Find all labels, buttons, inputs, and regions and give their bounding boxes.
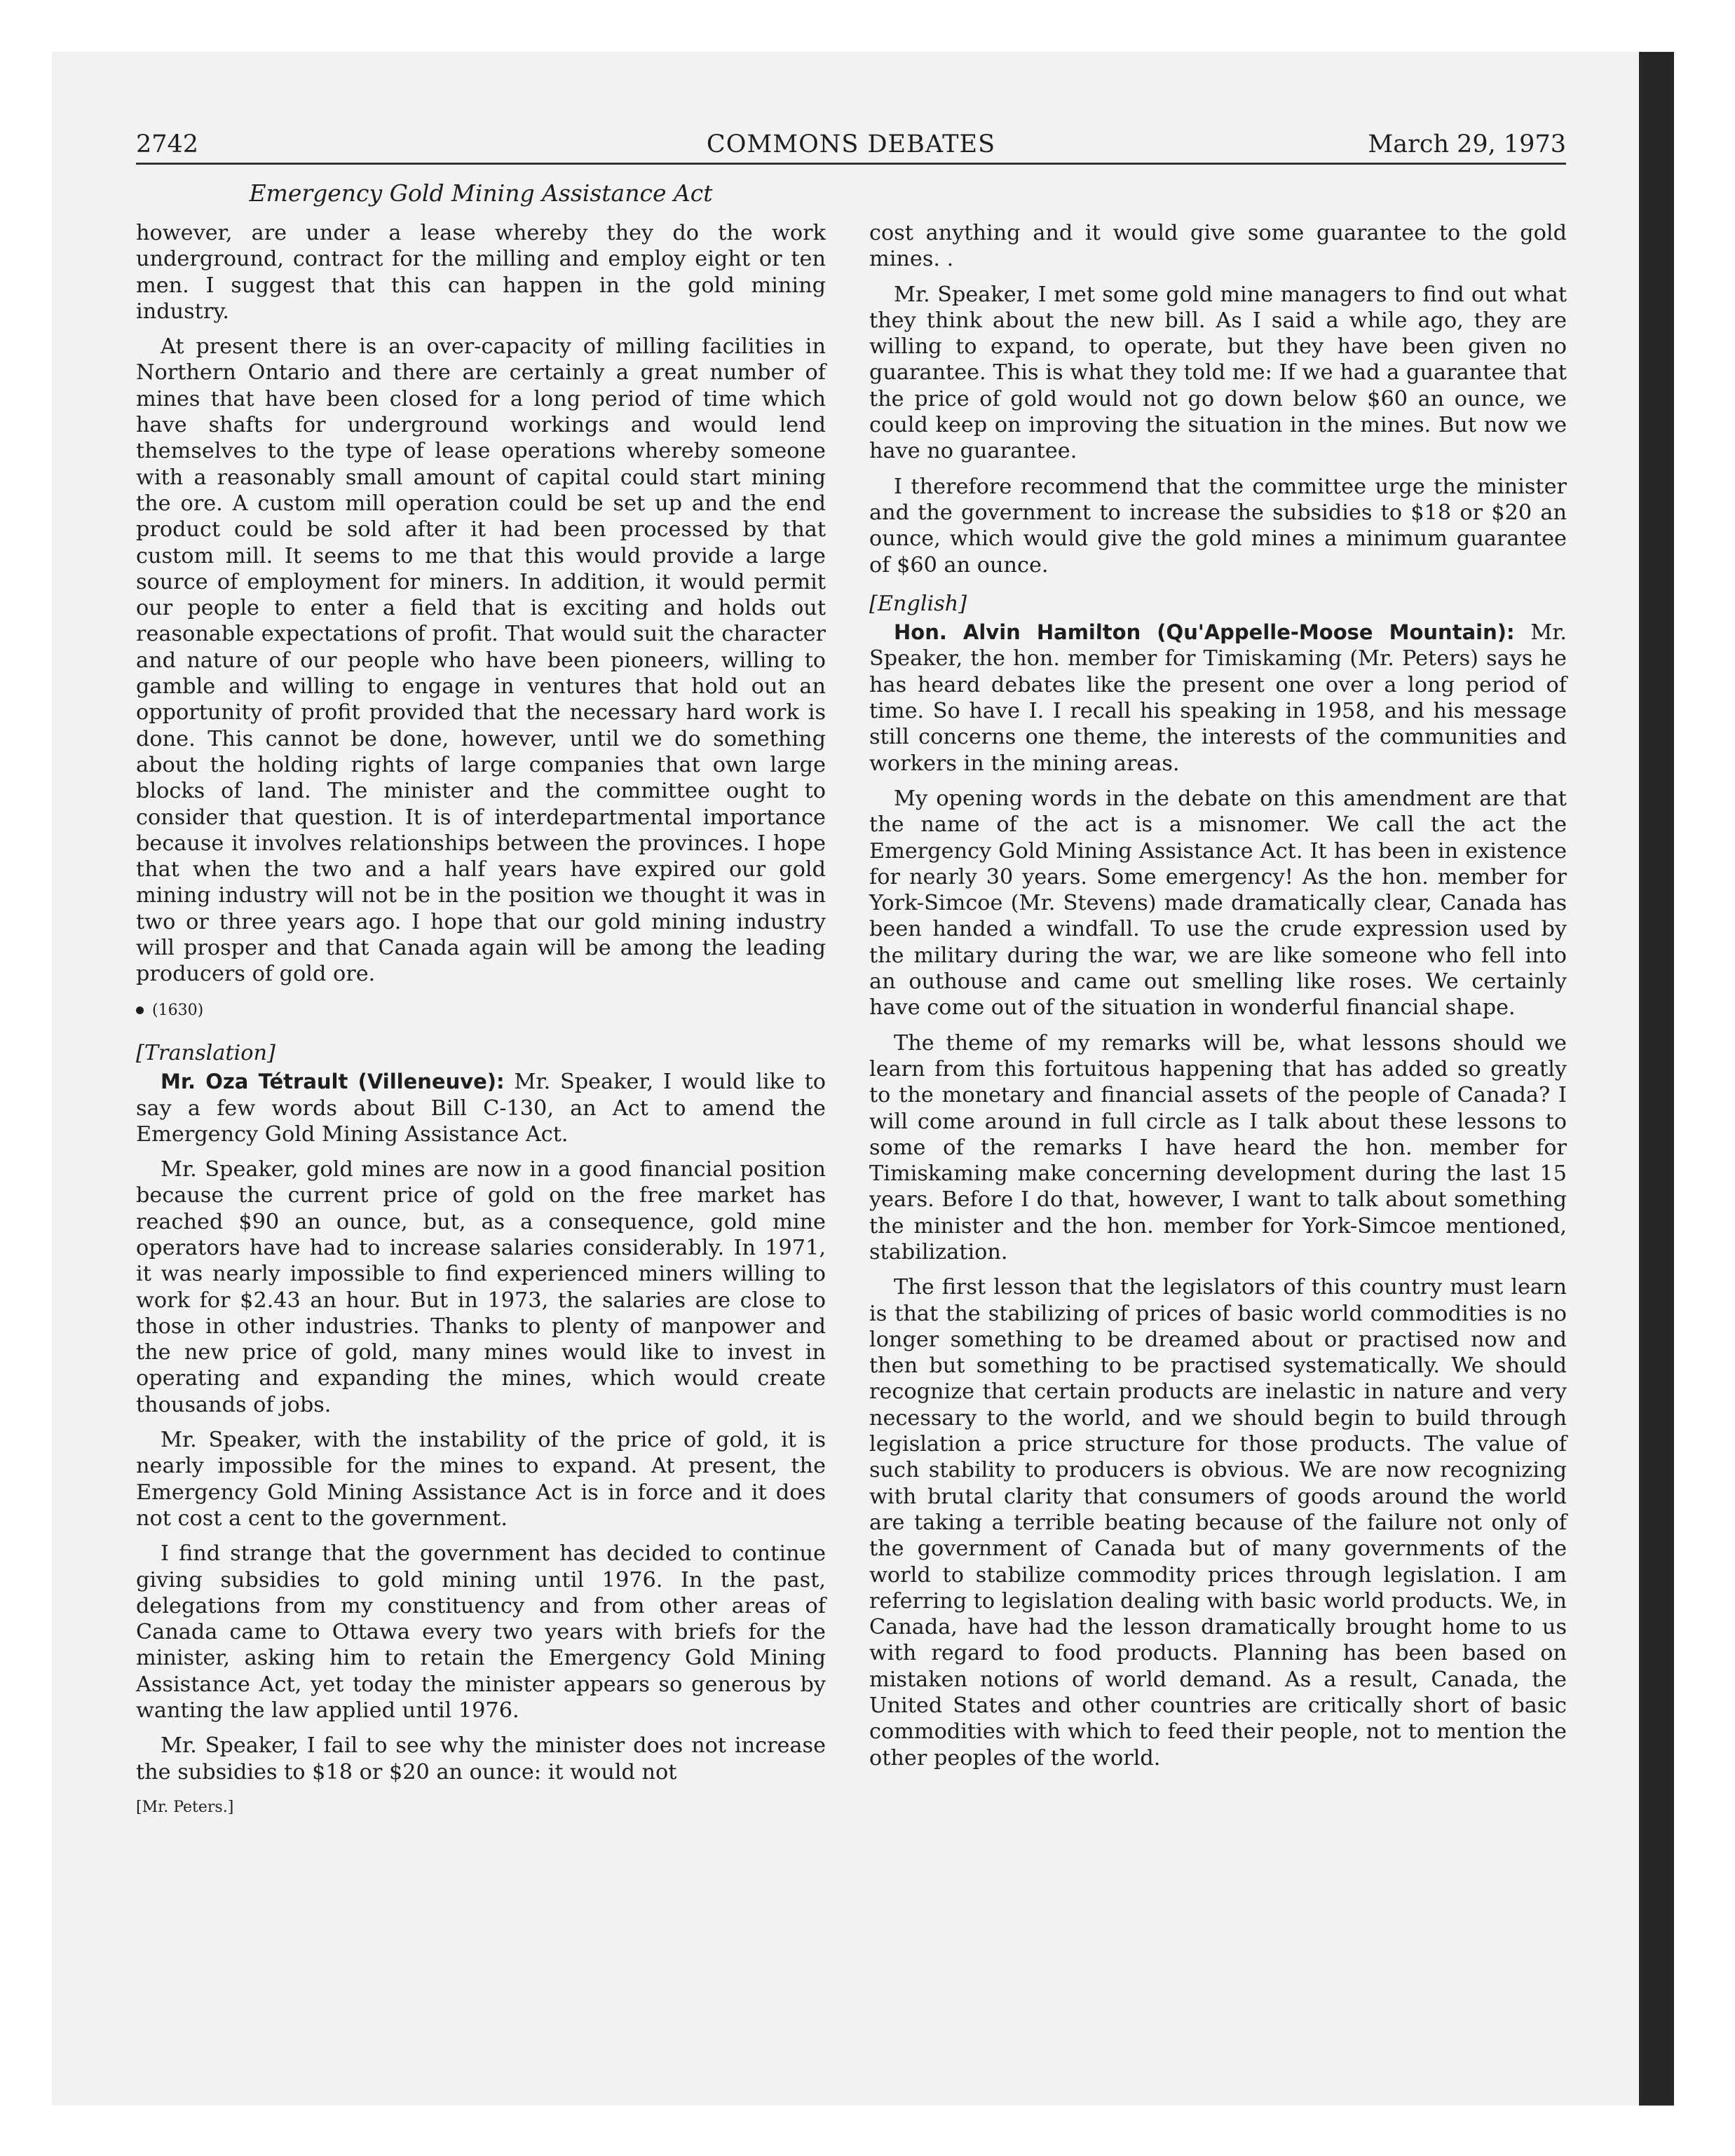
bullet-icon [136, 1007, 144, 1014]
paragraph: cost anything and it would give some guarantee to the gold mines. . [869, 221, 1567, 272]
paragraph: My opening words in the debate on this amendment are that the name of the act is a misnomer. We call the act the Emergency Gold Mining Assistance Act. It has been in existence for nearly 30 years. Some emergency! As the hon. member for York-Simcoe (Mr. Stevens) made dramatically clear, Canada has been handed a windfall. To use the crude expression used by the military during the war, we are like someone who fell into an outhouse and came out smelling like roses. We certainly have come out of the situation in wonderful financial shape. [869, 786, 1567, 1021]
paragraph: Mr. Speaker, with the instability of the price of gold, it is nearly impossible for the mines to expand. At present, the Emergency Gold Mining Assistance Act is in force and it does not cost a cent to the government. [136, 1428, 826, 1531]
publication-title: COMMONS DEBATES [706, 130, 996, 158]
left-column [136, 220, 826, 1829]
speech-paragraph [136, 1069, 826, 1147]
time-marker-text: (1630) [152, 1001, 204, 1019]
paragraph: I therefore recommend that the committee urge the minister and the government to increase the subsidies to $18 or $20 an ounce, which would give the gold mines a minimum guarantee of $60 an ounce. [869, 474, 1567, 578]
speech-paragraph [869, 620, 1567, 777]
paragraph: The theme of my remarks will be, what lessons should we learn from this fortuitous happening that has added so greatly to the monetary and financial assets of the people of Canada? I will come around in full circle as I talk about these lessons to some of the remarks I have heard the hon. member for Timiskaming make concerning development during the last 15 years. Before I do that, however, I want to talk about something the minister and the hon. member for York-Simcoe mentioned, stabilization. [869, 1030, 1567, 1264]
publication-date: March 29, 1973 [1368, 130, 1566, 158]
running-head: Emergency Gold Mining Assistance Act [249, 179, 713, 207]
page-number: 2742 [136, 130, 199, 158]
paragraph: I find strange that the government has decided to continue giving subsidies to gold mining until 1976. In the past, delegations from my constituency and from other areas of Canada came to Ottawa every two years with briefs for the minister, asking him to retain the Emergency Gold Mining Assistance Act, yet today the minister appears so generous by wanting the law applied until 1976. [136, 1541, 826, 1724]
paragraph: At present there is an over-capacity of milling facilities in Northern Ontario and there are certainly a great number of mines that have been closed for a long period of time which have shafts for underground workings and would lend themselves to the type of lease operations whereby someone with a reasonably small amount of capital could start mining the ore. A custom mill operation could be set up and the end product could be sold after it had been processed by that custom mill. It seems to me that this would provide a large source of employment for miners. In addition, it would permit our people to enter a field that is exciting and holds out reasonable expectations of profit. That would suit the character and nature of our people who have been pioneers, willing to gamble and willing to engage in ventures that hold out an opportunity of profit provided that the necessary hard work is done. This cannot be done, however, until we do something about the holding rights of large companies that own large blocks of land. The minister and the committee ought to consider that question. It is of interdepartmental importance because it involves relationships between the provinces. I hope that when the two and a half years have expired our gold mining industry will not be in the position we thought it was in two or three years ago. I hope that our gold mining industry will prosper and that Canada again will be among the leading producers of gold ore. [136, 334, 826, 987]
paragraph: Mr. Speaker, I met some gold mine managers to find out what they think about the new bill. As I said a while ago, they are willing to expand, to operate, but they have been given no guarantee. This is what they told me: If we had a guarantee that the price of gold would not go down below $60 an ounce, we could keep on improving the situation in the mines. But now we have no guarantee. [869, 282, 1567, 464]
footer-note: [Mr. Peters.] [136, 1798, 234, 1816]
speaker-name: Mr. Oza Tétrault (Villeneuve): [161, 1070, 505, 1094]
paragraph: Mr. Speaker, gold mines are now in a good financial position because the current price of gold on the free market has reached $90 an ounce, but, as a consequence, gold mine operators have had to increase salaries considerably. In 1971, it was nearly impossible to find experienced miners willing to work for $2.43 an hour. But in 1973, the salaries are close to those in other industries. Thanks to plenty of manpower and the new price of gold, many mines would like to invest in operating and expanding the mines, which would create thousands of jobs. [136, 1157, 826, 1417]
paragraph: The first lesson that the legislators of this country must learn is that the stabilizing of prices of basic world commodities is no longer something to be dreamed about or practised now and then but something to be practised systematically. We should recognize that certain products are inelastic in nature and very necessary to the world, and we should begin to build through legislation a price structure for those products. The value of such stability to producers is obvious. We are now recognizing with brutal clarity that consumers of goods around the world are taking a terrible beating because of the failure not only of the government of Canada but of many governments of the world to stabilize commodity prices through legislation. I am referring to legislation dealing with basic world products. We, in Canada, have had the lesson dramatically brought home to us with regard to food products. Planning has been based on mistaken notions of world demand. As a result, Canada, the United States and other countries are critically short of basic commodities with which to feed their people, not to mention the other peoples of the world. [869, 1275, 1567, 1770]
page-binding-edge [1639, 52, 1674, 2106]
right-column [869, 220, 1567, 1780]
time-marker [136, 997, 826, 1023]
section-label: [English] [869, 591, 967, 616]
paragraph: however, are under a lease whereby they do the work underground, contract for the milling and employ eight or ten men. I suggest that this can happen in the gold mining industry. [136, 221, 826, 324]
section-label: [Translation] [136, 1040, 275, 1065]
paragraph: Mr. Speaker, I fail to see why the minister does not increase the subsidies to $18 or $20 an ounce: it would not [136, 1733, 826, 1785]
speech-text: Mr. Speaker, the hon. member for Timiskaming (Mr. Peters) says he has heard debates like the present one over a long period of time. So have I. I recall his speaking in 1958, and his message still concerns one theme, the interests of the communities and workers in the mining areas. [869, 620, 1567, 776]
page-header [136, 126, 1566, 165]
speech-text: Mr. Speaker, I would like to say a few words about Bill C-130, an Act to amend the Emergency Gold Mining Assistance Act. [136, 1070, 826, 1147]
speaker-name: Hon. Alvin Hamilton (Qu'Appelle-Moose Mountain): [894, 620, 1515, 645]
